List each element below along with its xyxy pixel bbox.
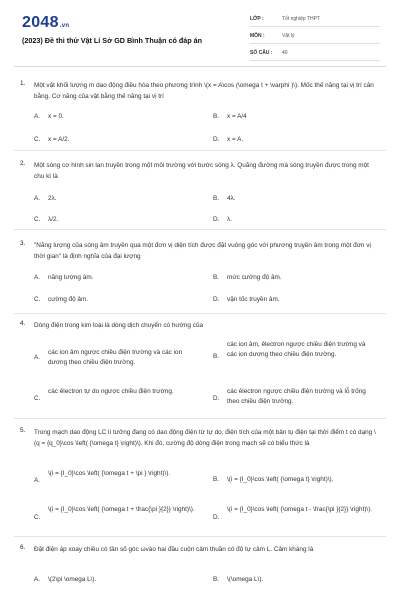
meta-key: SỐ CÂU :: [250, 50, 273, 56]
document-header: [0, 0, 400, 62]
option-text: λ.: [227, 216, 232, 223]
question-divider: [14, 229, 386, 230]
option-label: A.: [34, 576, 41, 583]
option-text: mức cường độ âm.: [227, 274, 282, 281]
option-text: λ/2.: [48, 216, 59, 223]
option-text: \(i = {I_0}\cos \left( {\omega t + \frac{\pi }{2}} \right)\).: [48, 506, 195, 513]
meta-value: Vật lý: [282, 33, 295, 39]
option-text: \(2\pi \omega L\).: [48, 576, 97, 583]
question-number: 2.: [20, 160, 26, 167]
option-text: cường độ âm.: [48, 296, 89, 303]
meta-value: Tốt nghiệp THPT: [282, 16, 320, 22]
meta-row-class: [250, 12, 380, 27]
option-label: B.: [213, 476, 220, 483]
option-a[interactable]: [34, 469, 206, 493]
option-label: D.: [213, 395, 220, 402]
option-label: A.: [34, 195, 41, 202]
option-text: x = A.: [227, 136, 244, 143]
logo-text: 2048: [22, 14, 59, 31]
option-label: C.: [34, 296, 41, 303]
question-2: [20, 160, 382, 235]
question-text: Đặt điện áp xoay chiều có tần số góc ωvào hai đầu cuộn cảm thuần có độ tự cảm L. Cảm kháng là: [34, 546, 314, 553]
question-text: Dòng điện trong kim loại là dòng dịch chuyển có hướng của: [34, 322, 204, 329]
option-label: B.: [213, 113, 220, 120]
question-number: 6.: [20, 544, 26, 551]
option-label: A.: [34, 113, 41, 120]
question-text: Một vật khối lượng m dao động điều hòa theo phương trình \(x = A\cos (\omega t + \varphi )\). Mốc thế năng tại vị trí cân bằng. Cơ năng của vật bằng thế năng tại vị trí: [34, 82, 374, 100]
option-text: x = A/2.: [48, 136, 70, 143]
option-label: D.: [213, 514, 220, 521]
option-c[interactable]: [34, 387, 206, 411]
option-label: D.: [213, 136, 220, 143]
option-label: C.: [34, 136, 41, 143]
question-6: [20, 544, 382, 600]
option-text: các êlectron tự do ngược chiều điện trường.: [48, 388, 174, 395]
option-text: \(i = {I_0}\cos \left( {\omega t} \right)\).: [227, 476, 334, 483]
question-1: [20, 80, 382, 160]
question-divider: [14, 418, 386, 419]
option-label: A.: [34, 274, 41, 281]
question-number: 3.: [20, 240, 26, 247]
option-text: x = A/4: [227, 113, 247, 120]
option-label: D.: [213, 216, 220, 223]
option-label: C.: [34, 514, 41, 521]
option-label: C.: [34, 216, 41, 223]
option-label: B.: [213, 353, 220, 360]
option-label: A.: [34, 354, 41, 361]
question-text: Trong mạch dao động LC lí tưởng đang có dao động điện từ tự do, điện tích của một bản tụ điện tại thời điểm t có dạng \(q = {q_0}\cos \left( {\omega t} \right)\). Khi đó, cường độ dòng điện trong mạch sẽ có biểu thức là: [34, 429, 376, 447]
question-divider: [14, 150, 386, 151]
question-number: 1.: [20, 80, 26, 87]
document-meta: [250, 12, 380, 63]
option-d[interactable]: [213, 505, 383, 529]
option-label: B.: [213, 195, 220, 202]
question-number: 5.: [20, 427, 26, 434]
question-text: "Năng lượng của sóng âm truyền qua một đơn vị diện tích được đặt vuông góc với phương truyền âm trong một đơn vị thời gian" là định nghĩa của đại lượng: [34, 242, 371, 260]
option-b[interactable]: [213, 340, 383, 376]
option-label: B.: [213, 274, 220, 281]
option-label: B.: [213, 576, 220, 583]
option-text: các ion âm ngược chiều điện trường và các ion dương theo chiều điện trường.: [48, 349, 183, 366]
question-divider: [14, 536, 386, 537]
meta-key: MÔN :: [250, 33, 265, 39]
question-4: [20, 320, 382, 416]
option-c[interactable]: [34, 505, 206, 529]
option-text: \(\omega L\).: [227, 576, 264, 583]
option-a[interactable]: [34, 343, 206, 373]
option-text: 4λ.: [227, 195, 236, 202]
option-text: x = 0.: [48, 113, 64, 120]
meta-key: LỚP :: [250, 16, 264, 22]
question-divider: [14, 313, 386, 314]
option-label: D.: [213, 296, 220, 303]
option-text: \(i = {I_0}\cos \left( {\omega t - \frac{\pi }{2}} \right)\).: [227, 506, 373, 513]
question-3: [20, 240, 382, 312]
question-text: Một sóng cơ hình sin lan truyền trong một môi trường với bước sóng λ. Quãng đường mà sóng truyền được trong một chu kì là: [34, 162, 369, 180]
question-number: 4.: [20, 320, 26, 327]
meta-value: 40: [282, 50, 288, 56]
header-divider: [14, 66, 386, 67]
document-title: (2023) Đề thi thử Vật Lí Sở GD Bình Thuận có đáp án: [22, 36, 203, 45]
option-text: năng lượng âm.: [48, 274, 94, 281]
option-text: các êlectron ngược chiều điện trường và lỗ trống theo chiều điện trường.: [227, 388, 366, 405]
option-b[interactable]: [213, 475, 383, 489]
option-label: A.: [34, 477, 41, 484]
meta-row-question-count: [250, 46, 380, 61]
option-label: C.: [34, 395, 41, 402]
meta-row-subject: [250, 29, 380, 44]
option-text: \(i = {I_0}\cos \left( {\omega t + \pi } \right)\).: [48, 470, 171, 477]
option-d[interactable]: [213, 387, 383, 411]
option-text: vận tốc truyền âm.: [227, 296, 280, 303]
option-text: 2λ.: [48, 195, 57, 202]
question-5: [20, 427, 382, 531]
site-logo[interactable]: [22, 14, 69, 32]
option-text: các ion âm, êlectron ngược chiều điện trường và các ion dương theo chiều điện trường.: [227, 341, 366, 358]
logo-suffix: .vn: [59, 23, 70, 29]
